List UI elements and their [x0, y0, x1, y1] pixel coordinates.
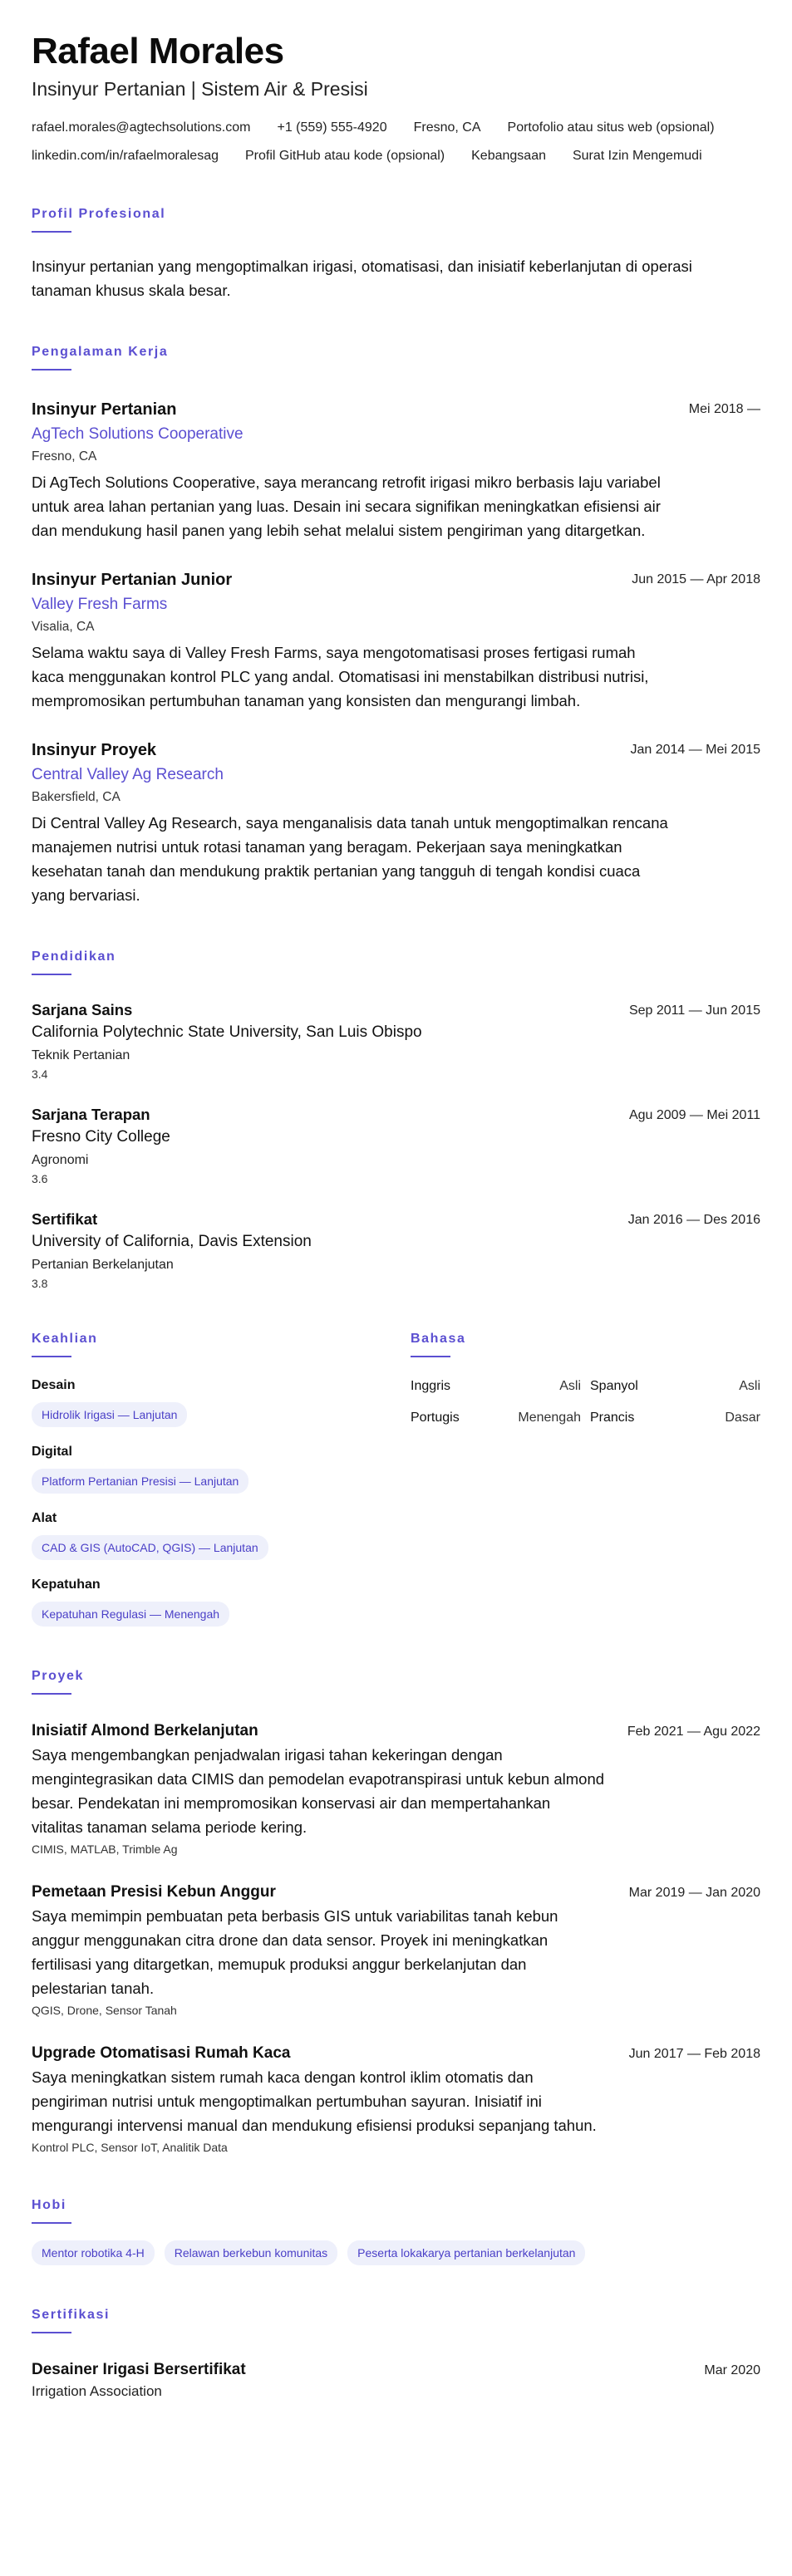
skill-chip: CAD & GIS (AutoCAD, QGIS) — Lanjutan — [32, 1535, 268, 1560]
project-description: Saya mengembangkan penjadwalan irigasi tahan kekeringan dengan mengintegrasikan data CIMIS dan pemodelan evapotranspirasi untuk kebun almond besar. Pendekatan ini mempromosikan konservasi air dan mempertahankan vitalitas tanaman selama periode kering. — [32, 1746, 605, 1836]
language-name: Portugis — [411, 1411, 460, 1425]
education-gpa: 3.4 — [32, 1067, 48, 1081]
education-school: California Polytechnic State University, San Luis Obispo — [32, 1023, 422, 1041]
education-degree: Sarjana Sains — [32, 1001, 133, 1018]
section-title: Hobi — [32, 2198, 66, 2212]
skills-languages-row — [32, 1331, 760, 1627]
resume-header — [32, 30, 760, 164]
education-gpa: 3.8 — [32, 1277, 48, 1290]
job-company: AgTech Solutions Cooperative — [32, 425, 244, 443]
contact-linkedin[interactable]: linkedin.com/in/rafaelmoralesag — [32, 149, 219, 163]
job-dates: Jun 2015 — Apr 2018 — [632, 572, 760, 586]
job-location: Bakersfield, CA — [32, 790, 121, 804]
project-title: Inisiatif Almond Berkelanjutan — [32, 1722, 258, 1739]
contact-nationality: Kebangsaan — [471, 149, 546, 163]
education-entry — [32, 1000, 760, 1082]
contact-github[interactable]: Profil GitHub atau kode (opsional) — [245, 149, 445, 163]
language-name: Spanyol — [590, 1379, 638, 1393]
hobby-chip: Relawan berkebun komunitas — [165, 2240, 337, 2265]
skill-chip: Hidrolik Irigasi — Lanjutan — [32, 1402, 187, 1427]
project-entry — [32, 1721, 760, 1857]
education-degree: Sertifikat — [32, 1210, 98, 1228]
language-level: Asli — [739, 1379, 760, 1393]
experience-section — [32, 344, 760, 907]
language-item — [411, 1409, 581, 1427]
skill-group — [32, 1577, 411, 1627]
education-gpa: 3.6 — [32, 1172, 48, 1185]
section-divider — [32, 1693, 71, 1695]
section-title: Proyek — [32, 1669, 84, 1683]
education-entry — [32, 1105, 760, 1186]
education-dates: Jan 2016 — Des 2016 — [627, 1213, 760, 1227]
job-dates: Jan 2014 — Mei 2015 — [630, 743, 760, 757]
certification-title: Desainer Irigasi Bersertifikat — [32, 2361, 246, 2378]
job-location: Fresno, CA — [32, 449, 97, 464]
section-title: Profil Profesional — [32, 207, 166, 221]
section-divider — [32, 974, 71, 975]
job-description: Di AgTech Solutions Cooperative, saya merancang retrofit irigasi mikro berbasis laju variabel untuk area lahan pertanian yang luas. Desain ini secara signifikan meningkatkan efisiensi air dan mendukung hasil panen yang lebih sehat melalui sistem pengiriman yang ditargetkan. — [32, 473, 661, 539]
project-entry — [32, 1882, 760, 2019]
certification-date: Mar 2020 — [704, 2363, 760, 2377]
education-field: Teknik Pertanian — [32, 1048, 130, 1062]
project-tech: CIMIS, MATLAB, Trimble Ag — [32, 1842, 178, 1856]
skill-group-name: Kepatuhan — [32, 1577, 101, 1592]
skill-group — [32, 1510, 411, 1560]
job-title: Insinyur Proyek — [32, 741, 157, 759]
project-dates: Mar 2019 — Jan 2020 — [628, 1886, 760, 1900]
education-dates: Sep 2011 — Jun 2015 — [628, 1003, 760, 1018]
skill-group — [32, 1377, 411, 1427]
language-name: Prancis — [590, 1411, 635, 1425]
hobby-list — [32, 2240, 760, 2265]
project-description: Saya memimpin pembuatan peta berbasis GIS untuk variabilitas tanah kebun anggur menggunakan citra drone dan data sensor. Proyek ini meningkatkan fertilisasi yang ditargetkan, memupuk produksi anggur berkelanjutan dan pelestarian tanah. — [32, 1907, 558, 1997]
project-dates: Feb 2021 — Agu 2022 — [627, 1725, 760, 1739]
job-description: Di Central Valley Ag Research, saya menganalisis data tanah untuk mengoptimalkan rencana manajemen nutrisi untuk rotasi tanaman yang beragam. Pekerjaan saya meningkatkan kesehatan tanah dan mendukung praktik pertanian yang tangguh di tengah kondisi cuaca yang bervariasi. — [32, 814, 668, 904]
skill-chip: Platform Pertanian Presisi — Lanjutan — [32, 1469, 248, 1494]
project-description: Saya meningkatkan sistem rumah kaca dengan kontrol iklim otomatis dan pengiriman nutrisi untuk mengoptimalkan pertumbuhan sayuran. Inisiatif ini mengurangi intervensi manual dan mendukung efisiensi produksi sepanjang tahun. — [32, 2068, 597, 2134]
skill-chip: Kepatuhan Regulasi — Menengah — [32, 1602, 229, 1627]
candidate-name: Rafael Morales — [32, 31, 284, 71]
hobby-chip: Peserta lokakarya pertanian berkelanjutan — [347, 2240, 585, 2265]
summary-text: Insinyur pertanian yang mengoptimalkan irigasi, otomatisasi, dan inisiatif keberlanjutan di operasi tanaman khusus skala besar. — [32, 258, 692, 299]
project-tech: Kontrol PLC, Sensor IoT, Analitik Data — [32, 2141, 228, 2154]
contact-portfolio[interactable]: Portofolio atau situs web (opsional) — [507, 120, 715, 135]
education-section — [32, 949, 760, 1291]
job-company: Valley Fresh Farms — [32, 596, 168, 613]
section-title: Pendidikan — [32, 949, 116, 964]
headline: Insinyur Pertanian | Sistem Air & Presisi — [32, 78, 368, 100]
job-description: Selama waktu saya di Valley Fresh Farms, saya mengotomatisasi proses fertigasi rumah kaca menggunakan kontrol PLC yang andal. Otomatisasi ini menstabilkan distribusi nutrisi, mempromosikan pertumbuhan tanaman yang konsisten dan mengurangi limbah. — [32, 644, 649, 709]
language-name: Inggris — [411, 1379, 451, 1393]
language-level: Asli — [559, 1379, 581, 1393]
language-item — [411, 1377, 581, 1396]
certification-org: Irrigation Association — [32, 2383, 162, 2399]
project-tech: QGIS, Drone, Sensor Tanah — [32, 2004, 177, 2017]
section-title: Sertifikasi — [32, 2308, 111, 2322]
contact-email[interactable]: rafael.morales@agtechsolutions.com — [32, 120, 251, 135]
job-entry — [32, 739, 760, 907]
contact-phone[interactable]: +1 (559) 555-4920 — [277, 120, 387, 135]
contact-location: Fresno, CA — [413, 120, 481, 135]
job-location: Visalia, CA — [32, 620, 95, 634]
job-dates: Mei 2018 — — [688, 402, 760, 416]
section-divider — [32, 1356, 71, 1357]
job-entry — [32, 399, 760, 542]
education-school: University of California, Davis Extension — [32, 1233, 312, 1250]
section-divider — [32, 2222, 71, 2224]
skill-group-name: Digital — [32, 1445, 72, 1459]
project-title: Upgrade Otomatisasi Rumah Kaca — [32, 2044, 291, 2062]
education-degree: Sarjana Terapan — [32, 1106, 150, 1123]
language-item — [590, 1377, 760, 1396]
contact-list — [32, 120, 760, 164]
hobby-chip: Mentor robotika 4-H — [32, 2240, 155, 2265]
section-divider — [411, 1356, 450, 1357]
languages-section — [411, 1331, 760, 1627]
certifications-section — [32, 2307, 760, 2402]
job-title: Insinyur Pertanian Junior — [32, 571, 233, 589]
job-title: Insinyur Pertanian — [32, 400, 177, 419]
job-entry — [32, 569, 760, 713]
contact-drivers-license: Surat Izin Mengemudi — [572, 149, 702, 163]
language-list — [411, 1377, 760, 1427]
project-entry — [32, 2044, 760, 2156]
section-divider — [32, 231, 71, 233]
skills-section — [32, 1331, 411, 1627]
language-level: Dasar — [725, 1411, 760, 1425]
education-dates: Agu 2009 — Mei 2011 — [628, 1108, 760, 1122]
section-divider — [32, 369, 71, 370]
summary-section — [32, 206, 760, 302]
education-school: Fresno City College — [32, 1128, 170, 1146]
hobbies-section — [32, 2197, 760, 2265]
skill-group-name: Alat — [32, 1511, 57, 1525]
skill-group-name: Desain — [32, 1378, 76, 1392]
project-title: Pemetaan Presisi Kebun Anggur — [32, 1883, 276, 1901]
section-title: Keahlian — [32, 1332, 98, 1346]
section-title: Pengalaman Kerja — [32, 345, 169, 359]
job-company: Central Valley Ag Research — [32, 766, 224, 783]
projects-section — [32, 1668, 760, 2156]
certification-entry — [32, 2360, 760, 2402]
education-field: Agronomi — [32, 1153, 89, 1167]
resume-page — [32, 30, 760, 2402]
language-item — [590, 1409, 760, 1427]
section-title: Bahasa — [411, 1332, 466, 1346]
section-divider — [32, 2332, 71, 2333]
language-level: Menengah — [518, 1411, 581, 1425]
skill-group — [32, 1444, 411, 1494]
project-dates: Jun 2017 — Feb 2018 — [628, 2047, 760, 2061]
education-entry — [32, 1209, 760, 1291]
education-field: Pertanian Berkelanjutan — [32, 1258, 174, 1272]
